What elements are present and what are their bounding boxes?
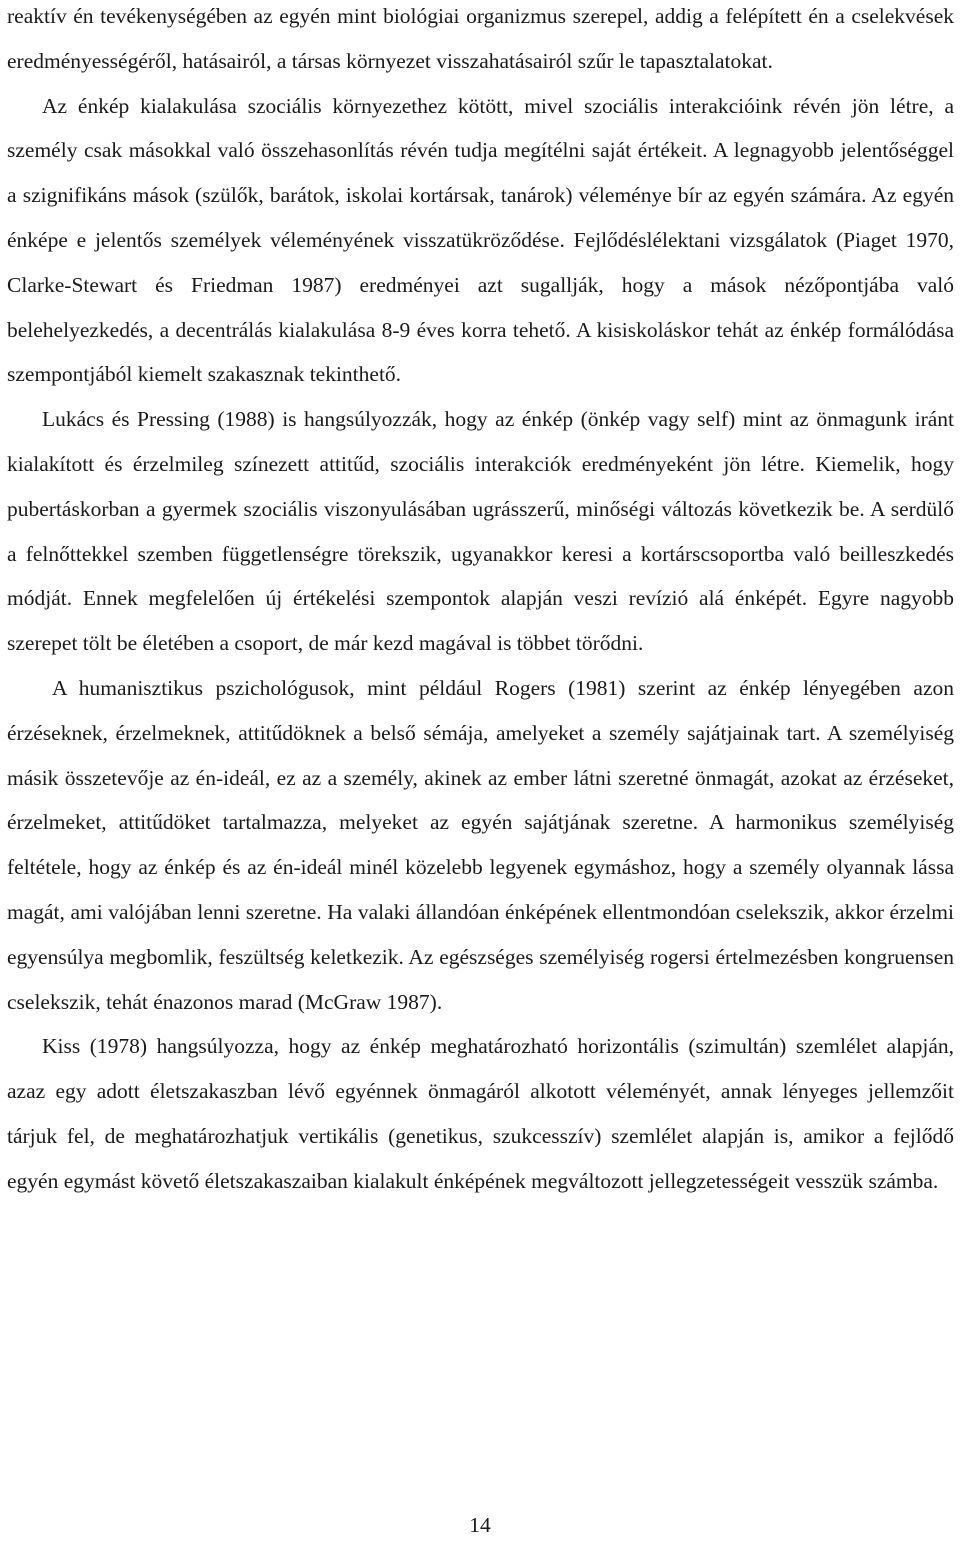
document-page (7, 0, 954, 1204)
paragraph-humanistic: A humanisztikus pszichológusok, mint például Rogers (1981) szerint az énkép lényegében azon érzéseknek, érzelmeknek, attitűdöknek a belső sémája, amelyeket a személy sajátjainak tart. A személyiség másik összetevője az én-ideál, ez az a személy, akinek az ember látni szeretné önmagát, azokat az érzéseket, érzelmeket, attitűdöket tartalmazza, melyeket az egyén sajátjának szeretne. A harmonikus személyiség feltétele, hogy az énkép és az én-ideál minél közelebb legyenek egymáshoz, hogy a személy olyannak lássa magát, ami valójában lenni szeretne. Ha valaki állandóan énképének ellentmondóan cselekszik, akkor érzelmi egyensúlya megbomlik, feszültség keletkezik. Az egészséges személyiség rogersi értelmezésben kongruensen cselekszik, tehát énazonos marad (McGraw 1987). (7, 675, 954, 1014)
paragraph-continuation: reaktív én tevékenységében az egyén mint biológiai organizmus szerepel, addig a felépített én a cselekvések eredményességéről, hatásairól, a társas környezet visszahatásairól szűr le tapasztalatokat. (7, 4, 954, 73)
paragraph-self-image-social: Az énkép kialakulása szociális környezethez kötött, mivel szociális interakcióink révén jön létre, a személy csak másokkal való összehasonlítás révén tudja megítélni saját értékeit. A legnagyobb jelentőséggel a szignifikáns mások (szülők, barátok, iskolai kortársak, tanárok) véleménye bír az egyén számára. Az egyén énképe e jelentős személyek véleményének visszatükröződése. Fejlődéslélektani vizsgálatok (Piaget 1970, Clarke-Stewart és Friedman 1987) eredményei azt sugallják, hogy a mások nézőpontjába való belehelyezkedés, a decentrálás kialakulása 8-9 éves korra tehető. A kisiskoláskor tehát az énkép formálódása szempontjából kiemelt szakasznak tekinthető. (7, 93, 954, 387)
page-number: 14 (469, 1513, 491, 1537)
paragraph-lukacs-pressing: Lukács és Pressing (1988) is hangsúlyozzák, hogy az énkép (önkép vagy self) mint az önmagunk iránt kialakított és érzelmileg színezett attitűd, szociális interakciók eredményeként jön létre. Kiemelik, hogy pubertáskorban a gyermek szociális viszonyulásában ugrásszerű, minőségi változás következik be. A serdülő a felnőttekkel szemben függetlenségre törekszik, ugyanakkor keresi a kortárscsoportba való beilleszkedés módját. Ennek megfelelően új értékelési szempontok alapján veszi revízió alá énképét. Egyre nagyobb szerepet tölt be életében a csoport, de már kezd magával is többet törődni. (7, 407, 954, 656)
paragraph-kiss: Kiss (1978) hangsúlyozza, hogy az énkép meghatározható horizontális (szimultán) szemlélet alapján, azaz egy adott életszakaszban lévő egyénnek önmagáról alkotott véleményét, annak lényeges jellemzőit tárjuk fel, de meghatározhatjuk vertikális (genetikus, szukcesszív) szemlélet alapján is, amikor a fejlődő egyén egymást követő életszakaszaiban kialakult énképének megváltozott jellegzetességeit vesszük számba. (7, 1034, 954, 1193)
